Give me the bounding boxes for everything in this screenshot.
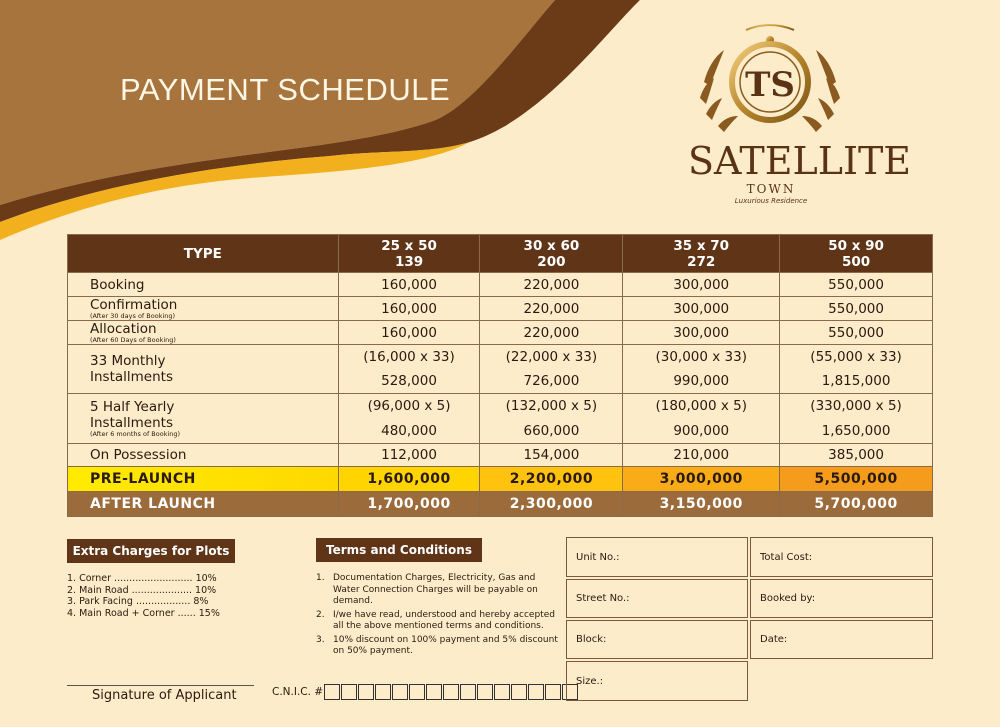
table-cell: (22,000 x 33) 726,000 <box>480 345 623 394</box>
cnic-digit-box[interactable] <box>494 684 510 700</box>
row-label: Allocation (After 60 Days of Booking) <box>68 321 339 345</box>
table-cell: 210,000 <box>623 444 780 467</box>
terms-list <box>316 573 561 660</box>
cnic-digit-box[interactable] <box>511 684 527 700</box>
table-cell: 300,000 <box>623 273 780 297</box>
cnic-digit-box[interactable] <box>409 684 425 700</box>
table-cell: (96,000 x 5) 480,000 <box>338 394 480 444</box>
table-cell: 1,600,000 <box>338 467 480 492</box>
list-item: 2. Main Road .................... 10% <box>67 584 217 596</box>
list-item: 3. 10% discount on 100% payment and 5% discount on 50% payment. <box>316 634 558 656</box>
list-item: 4. Main Road + Corner ...... 15% <box>67 607 220 619</box>
table-header-row <box>68 235 933 273</box>
table-row <box>68 273 933 297</box>
cnic-digit-box[interactable] <box>443 684 459 700</box>
cnic-digit-box[interactable] <box>375 684 391 700</box>
table-cell: 160,000 <box>338 321 480 345</box>
column-header: 50 x 90 500 <box>780 235 933 273</box>
size-field[interactable]: Size.: <box>566 661 748 701</box>
cnic-digit-box[interactable] <box>358 684 374 700</box>
row-label: Confirmation (After 30 days of Booking) <box>68 297 339 321</box>
page-title: PAYMENT SCHEDULE <box>120 72 451 107</box>
table-cell: 3,150,000 <box>623 492 780 517</box>
type-header: TYPE <box>68 235 339 273</box>
brand-sub: TOWN <box>746 182 796 196</box>
terms-title: Terms and Conditions <box>316 538 482 562</box>
table-cell: 160,000 <box>338 297 480 321</box>
row-label: AFTER LAUNCH <box>68 492 339 517</box>
logo-monogram: TS <box>745 65 795 105</box>
table-cell: 5,500,000 <box>780 467 933 492</box>
table-cell: 2,200,000 <box>480 467 623 492</box>
table-cell: 2,300,000 <box>480 492 623 517</box>
table-cell: 550,000 <box>780 297 933 321</box>
total-cost-field[interactable]: Total Cost: <box>750 537 933 577</box>
table-cell: 5,700,000 <box>780 492 933 517</box>
brand-name: SATELLITE <box>688 139 912 183</box>
table-cell: (16,000 x 33) 528,000 <box>338 345 480 394</box>
pre-launch-row <box>68 467 933 492</box>
signature-line <box>67 685 254 686</box>
table-cell: 300,000 <box>623 321 780 345</box>
list-item: 1. Documentation Charges, Electricity, Gas and Water Connection Charges will be payable on demand. <box>316 573 538 606</box>
after-launch-row <box>68 492 933 517</box>
list-item: 3. Park Facing .................. 8% <box>67 596 209 607</box>
signature-label: Signature of Applicant <box>92 688 237 703</box>
row-label: 5 Half Yearly Installments (After 6 months of Booking) <box>68 394 339 444</box>
date-field[interactable]: Date: <box>750 620 933 659</box>
list-item: 2. I/we have read, understood and hereby accepted all the above mentioned terms and conditions. <box>316 609 555 631</box>
extra-charges-list <box>67 573 220 619</box>
table-cell: 112,000 <box>338 444 480 467</box>
table-cell: (55,000 x 33) 1,815,000 <box>780 345 933 394</box>
table-row <box>68 444 933 467</box>
table-cell: 385,000 <box>780 444 933 467</box>
table-cell: (180,000 x 5) 900,000 <box>623 394 780 444</box>
row-label: Booking <box>68 273 339 297</box>
street-no-field[interactable]: Street No.: <box>566 579 748 618</box>
column-header: 35 x 70 272 <box>623 235 780 273</box>
extra-charges-title: Extra Charges for Plots <box>67 539 235 563</box>
cnic-digit-box[interactable] <box>324 684 340 700</box>
payment-schedule-table <box>67 234 933 517</box>
table-cell: 1,700,000 <box>338 492 480 517</box>
cnic-digit-box[interactable] <box>545 684 561 700</box>
cnic-digit-box[interactable] <box>477 684 493 700</box>
table-row <box>68 345 933 394</box>
table-row <box>68 297 933 321</box>
column-header: 30 x 60 200 <box>480 235 623 273</box>
table-cell: 550,000 <box>780 321 933 345</box>
table-cell: 154,000 <box>480 444 623 467</box>
brand-tagline: Luxurious Residence <box>734 197 808 205</box>
list-item: 1. Corner .......................... 10% <box>67 573 217 584</box>
header-swoosh <box>0 0 660 250</box>
table-cell: 3,000,000 <box>623 467 780 492</box>
table-cell: 220,000 <box>480 297 623 321</box>
cnic-digit-box[interactable] <box>392 684 408 700</box>
row-label: 33 Monthly Installments <box>68 345 339 394</box>
cnic-field[interactable] <box>324 684 579 700</box>
cnic-digit-box[interactable] <box>426 684 442 700</box>
table-cell: 160,000 <box>338 273 480 297</box>
column-header: 25 x 50 139 <box>338 235 480 273</box>
table-cell: 220,000 <box>480 321 623 345</box>
table-cell: (330,000 x 5) 1,650,000 <box>780 394 933 444</box>
block-field[interactable]: Block: <box>566 620 748 659</box>
booked-by-field[interactable]: Booked by: <box>750 579 933 618</box>
cnic-label: C.N.I.C. # <box>272 686 324 698</box>
row-label: On Possession <box>68 444 339 467</box>
table-row <box>68 394 933 444</box>
table-cell: (132,000 x 5) 660,000 <box>480 394 623 444</box>
table-cell: (30,000 x 33) 990,000 <box>623 345 780 394</box>
cnic-digit-box[interactable] <box>460 684 476 700</box>
table-cell: 300,000 <box>623 297 780 321</box>
table-row <box>68 321 933 345</box>
cnic-digit-box[interactable] <box>528 684 544 700</box>
unit-no-field[interactable]: Unit No.: <box>566 537 748 577</box>
row-label: PRE-LAUNCH <box>68 467 339 492</box>
cnic-digit-box[interactable] <box>341 684 357 700</box>
table-cell: 550,000 <box>780 273 933 297</box>
table-cell: 220,000 <box>480 273 623 297</box>
